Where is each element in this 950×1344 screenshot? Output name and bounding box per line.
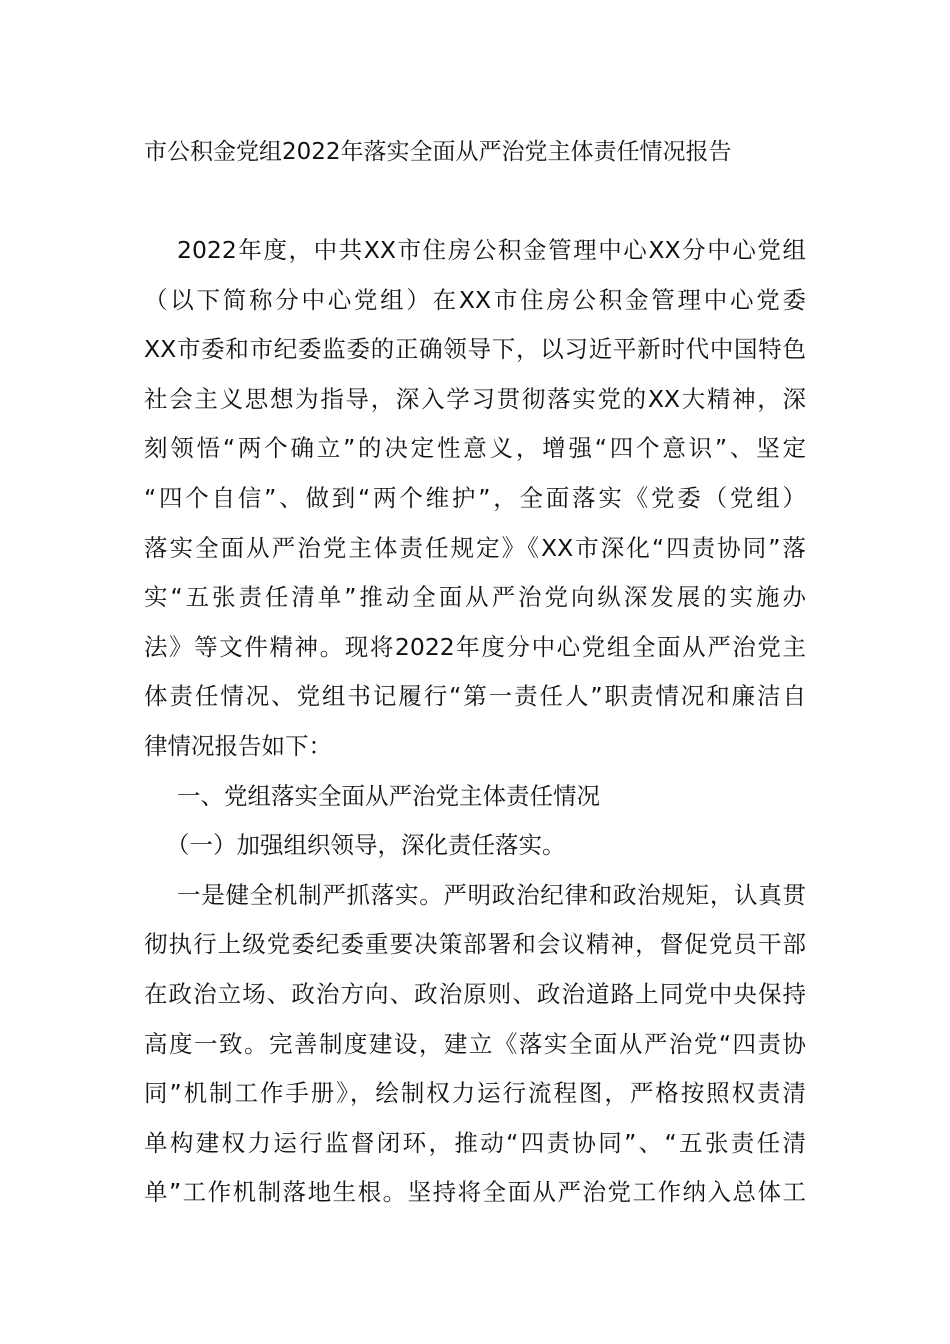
document-body [144,226,806,1218]
paragraph-line: 落实全面从严治党主体责任规定》《XX市深化“四责协同”落 [144,533,806,562]
paragraph-line: 一是健全机制严抓落实。严明政治纪律和政治规矩，认真贯 [177,880,806,909]
paragraph-line: 高度一致。完善制度建设，建立《落实全面从严治党“四责协 [144,1029,806,1058]
paragraph-line: （以下简称分中心党组）在XX市住房公积金管理中心党委 [144,285,806,314]
paragraph-line: 单”工作机制落地生根。坚持将全面从严治党工作纳入总体工 [144,1178,806,1207]
paragraph-line: 实“五张责任清单”推动全面从严治党向纵深发展的实施办 [144,583,806,612]
paragraph-line: 单构建权力运行监督闭环，推动“四责协同”、“五张责任清 [144,1128,806,1157]
subsection-heading: （一）加强组织领导，深化责任落实。 [166,831,566,860]
paragraph-line: XX市委和市纪委监委的正确领导下，以习近平新时代中国特色 [144,335,806,364]
paragraph-line: 刻领悟“两个确立”的决定性意义，增强“四个意识”、坚定 [144,434,806,463]
paragraph-line: 彻执行上级党委纪委重要决策部署和会议精神，督促党员干部 [144,930,806,959]
section-heading: 一、党组落实全面从严治党主体责任情况 [177,781,600,810]
paragraph-line: 法》等文件精神。现将2022年度分中心党组全面从严治党主 [144,632,806,661]
paragraph-line: 2022年度，中共XX市住房公积金管理中心XX分中心党组 [177,236,806,264]
paragraph-line: 社会主义思想为指导，深入学习贯彻落实党的XX大精神，深 [144,384,806,413]
paragraph-line: 同”机制工作手册》，绘制权力运行流程图，严格按照权责清 [144,1079,806,1108]
paragraph-line: 在政治立场、政治方向、政治原则、政治道路上同党中央保持 [144,979,806,1008]
paragraph-line: “四个自信”、做到“两个维护”，全面落实《党委（党组） [144,483,806,512]
paragraph-line: 体责任情况、党组书记履行“第一责任人”职责情况和廉洁自 [144,682,806,711]
paragraph-line: 律情况报告如下： [144,731,332,760]
document-title: 市公积金党组2022年落实全面从严治党主体责任情况报告 [144,139,732,165]
